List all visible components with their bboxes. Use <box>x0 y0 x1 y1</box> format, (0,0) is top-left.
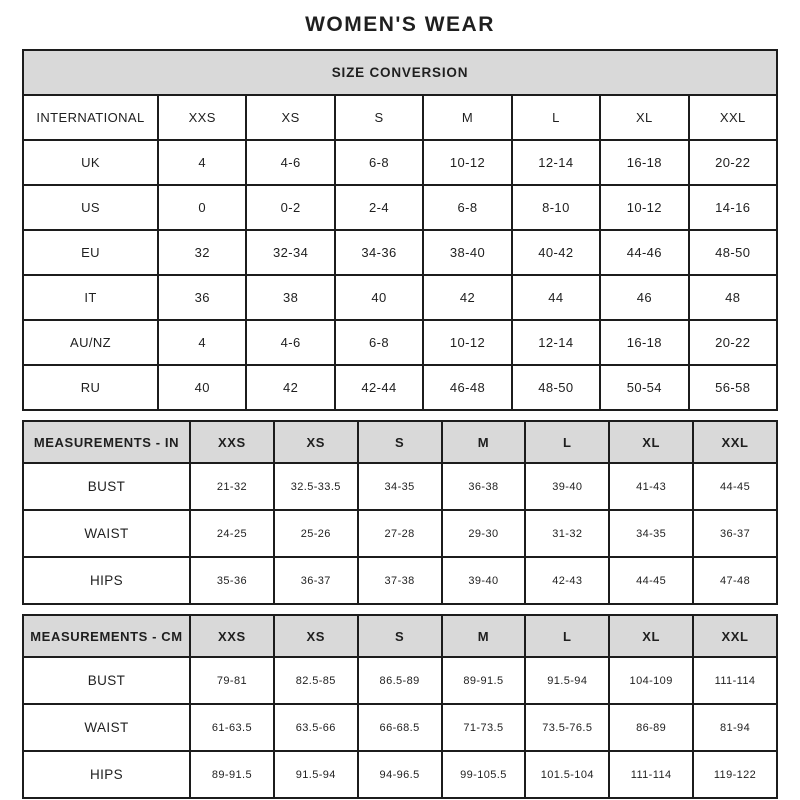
value-cell: 6-8 <box>335 140 423 185</box>
row-label: EU <box>23 230 158 275</box>
value-cell: 34-36 <box>335 230 423 275</box>
value-cell: 42-44 <box>335 365 423 410</box>
table-row <box>23 463 777 510</box>
size-column-header: M <box>423 95 511 140</box>
value-cell: 21-32 <box>190 463 274 510</box>
value-cell: 10-12 <box>423 320 511 365</box>
size-conversion-table <box>22 49 778 411</box>
value-cell: 4-6 <box>246 320 334 365</box>
value-cell: 119-122 <box>693 751 777 798</box>
value-cell: 89-91.5 <box>190 751 274 798</box>
size-column-header: XL <box>600 95 688 140</box>
value-cell: 32-34 <box>246 230 334 275</box>
value-cell: 44-45 <box>693 463 777 510</box>
size-column-header: XXS <box>190 615 274 657</box>
value-cell: 10-12 <box>600 185 688 230</box>
size-conversion-title: SIZE CONVERSION <box>23 50 777 95</box>
value-cell: 36-38 <box>442 463 526 510</box>
value-cell: 6-8 <box>335 320 423 365</box>
size-column-header: XL <box>609 421 693 463</box>
value-cell: 99-105.5 <box>442 751 526 798</box>
table-row <box>23 510 777 557</box>
value-cell: 42 <box>423 275 511 320</box>
value-cell: 39-40 <box>525 463 609 510</box>
value-cell: 41-43 <box>609 463 693 510</box>
table-row <box>23 140 777 185</box>
table-row <box>23 185 777 230</box>
value-cell: 79-81 <box>190 657 274 704</box>
row-label: IT <box>23 275 158 320</box>
value-cell: 35-36 <box>190 557 274 604</box>
table-row <box>23 230 777 275</box>
value-cell: 111-114 <box>609 751 693 798</box>
row-label: HIPS <box>23 751 190 798</box>
size-column-header: XXL <box>693 421 777 463</box>
table-row <box>23 657 777 704</box>
row-label: AU/NZ <box>23 320 158 365</box>
size-column-header: XS <box>274 615 358 657</box>
value-cell: 4 <box>158 320 246 365</box>
size-column-header: XS <box>246 95 334 140</box>
value-cell: 31-32 <box>525 510 609 557</box>
table-row <box>23 704 777 751</box>
table-row <box>23 320 777 365</box>
value-cell: 48 <box>689 275 777 320</box>
value-cell: 20-22 <box>689 140 777 185</box>
value-cell: 81-94 <box>693 704 777 751</box>
value-cell: 40 <box>158 365 246 410</box>
value-cell: 16-18 <box>600 140 688 185</box>
value-cell: 71-73.5 <box>442 704 526 751</box>
table-title-row <box>23 50 777 95</box>
table-row <box>23 275 777 320</box>
row-label: UK <box>23 140 158 185</box>
table-row <box>23 557 777 604</box>
value-cell: 24-25 <box>190 510 274 557</box>
value-cell: 89-91.5 <box>442 657 526 704</box>
row-label: HIPS <box>23 557 190 604</box>
value-cell: 86.5-89 <box>358 657 442 704</box>
size-column-header: XXL <box>689 95 777 140</box>
row-label: WAIST <box>23 510 190 557</box>
value-cell: 36 <box>158 275 246 320</box>
value-cell: 104-109 <box>609 657 693 704</box>
column-header-row <box>23 615 777 657</box>
value-cell: 14-16 <box>689 185 777 230</box>
value-cell: 47-48 <box>693 557 777 604</box>
value-cell: 42-43 <box>525 557 609 604</box>
value-cell: 63.5-66 <box>274 704 358 751</box>
size-column-header: L <box>512 95 600 140</box>
value-cell: 4 <box>158 140 246 185</box>
measurements-in-table <box>22 420 778 605</box>
value-cell: 73.5-76.5 <box>525 704 609 751</box>
value-cell: 0 <box>158 185 246 230</box>
value-cell: 46 <box>600 275 688 320</box>
value-cell: 25-26 <box>274 510 358 557</box>
value-cell: 38-40 <box>423 230 511 275</box>
value-cell: 50-54 <box>600 365 688 410</box>
size-column-header: S <box>335 95 423 140</box>
value-cell: 29-30 <box>442 510 526 557</box>
value-cell: 8-10 <box>512 185 600 230</box>
value-cell: 16-18 <box>600 320 688 365</box>
value-cell: 6-8 <box>423 185 511 230</box>
value-cell: 44-45 <box>609 557 693 604</box>
value-cell: 48-50 <box>689 230 777 275</box>
value-cell: 0-2 <box>246 185 334 230</box>
value-cell: 20-22 <box>689 320 777 365</box>
page-title: WOMEN'S WEAR <box>305 13 495 36</box>
value-cell: 38 <box>246 275 334 320</box>
value-cell: 27-28 <box>358 510 442 557</box>
value-cell: 32.5-33.5 <box>274 463 358 510</box>
table-row <box>23 365 777 410</box>
value-cell: 36-37 <box>693 510 777 557</box>
row-label: BUST <box>23 463 190 510</box>
value-cell: 40 <box>335 275 423 320</box>
value-cell: 94-96.5 <box>358 751 442 798</box>
value-cell: 12-14 <box>512 140 600 185</box>
table-row <box>23 751 777 798</box>
value-cell: 4-6 <box>246 140 334 185</box>
value-cell: 36-37 <box>274 557 358 604</box>
column-header-row <box>23 95 777 140</box>
value-cell: 32 <box>158 230 246 275</box>
row-label-column-header: MEASUREMENTS - CM <box>23 615 190 657</box>
size-column-header: XXS <box>158 95 246 140</box>
row-label-column-header: INTERNATIONAL <box>23 95 158 140</box>
row-label: RU <box>23 365 158 410</box>
value-cell: 56-58 <box>689 365 777 410</box>
value-cell: 101.5-104 <box>525 751 609 798</box>
value-cell: 39-40 <box>442 557 526 604</box>
value-cell: 44-46 <box>600 230 688 275</box>
value-cell: 91.5-94 <box>525 657 609 704</box>
value-cell: 2-4 <box>335 185 423 230</box>
value-cell: 40-42 <box>512 230 600 275</box>
value-cell: 37-38 <box>358 557 442 604</box>
value-cell: 42 <box>246 365 334 410</box>
value-cell: 46-48 <box>423 365 511 410</box>
value-cell: 91.5-94 <box>274 751 358 798</box>
value-cell: 34-35 <box>609 510 693 557</box>
size-column-header: XXL <box>693 615 777 657</box>
value-cell: 111-114 <box>693 657 777 704</box>
size-column-header: XS <box>274 421 358 463</box>
row-label: BUST <box>23 657 190 704</box>
row-label: WAIST <box>23 704 190 751</box>
value-cell: 86-89 <box>609 704 693 751</box>
size-column-header: S <box>358 421 442 463</box>
row-label-column-header: MEASUREMENTS - IN <box>23 421 190 463</box>
value-cell: 48-50 <box>512 365 600 410</box>
size-column-header: XL <box>609 615 693 657</box>
row-label: US <box>23 185 158 230</box>
value-cell: 61-63.5 <box>190 704 274 751</box>
measurements-cm-table <box>22 614 778 799</box>
value-cell: 34-35 <box>358 463 442 510</box>
column-header-row <box>23 421 777 463</box>
size-column-header: XXS <box>190 421 274 463</box>
size-column-header: M <box>442 421 526 463</box>
size-column-header: M <box>442 615 526 657</box>
value-cell: 66-68.5 <box>358 704 442 751</box>
value-cell: 10-12 <box>423 140 511 185</box>
value-cell: 82.5-85 <box>274 657 358 704</box>
size-column-header: L <box>525 421 609 463</box>
value-cell: 44 <box>512 275 600 320</box>
value-cell: 12-14 <box>512 320 600 365</box>
size-column-header: L <box>525 615 609 657</box>
size-column-header: S <box>358 615 442 657</box>
